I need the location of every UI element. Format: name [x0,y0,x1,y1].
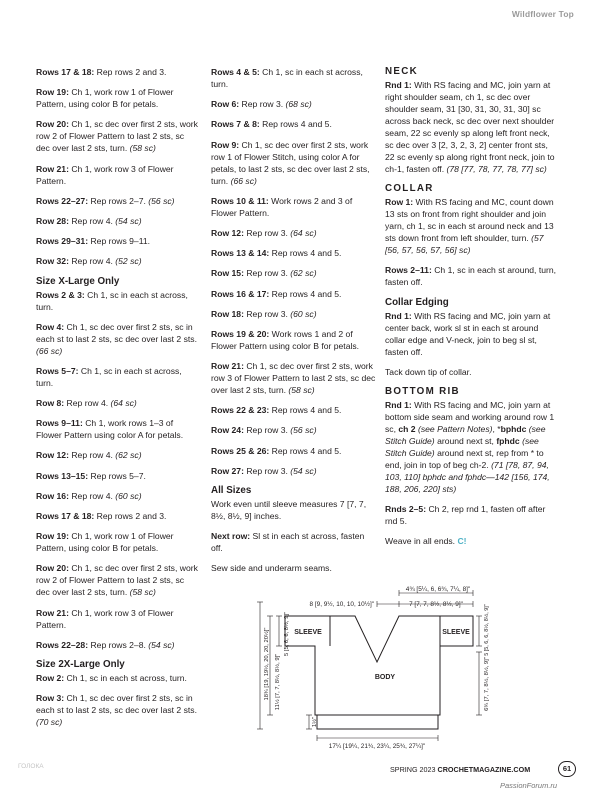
instruction-text: Rep row 3. [243,308,288,319]
instruction [36,607,200,631]
row-label: Row 24: [211,425,244,436]
row-label: Row 19: [36,87,69,98]
instruction [36,86,200,110]
page-number: 61 [558,761,576,777]
stitch-count: (64 sc) [287,227,317,238]
instruction-text: Tack down tip of collar. [385,366,472,377]
instruction-text: Rep row 3. [239,99,284,110]
row-label: Rows 13 & 14: [211,248,270,259]
row-label: Next row: [211,531,251,542]
instruction-text: Rep row 3. [243,465,288,476]
row-label: Row 18: [211,308,244,319]
instruction-text: Sl st in each st across, fasten off. [211,531,365,554]
instruction [36,639,200,651]
instruction [36,235,200,247]
instruction [36,470,200,482]
instruction-text: Ch 1, work row 1 of Flower Pattern, using color B for petals. [36,87,174,110]
row-label: Row 2: [36,672,65,683]
row-label: Rows 17 & 18: [36,511,95,521]
instruction [211,247,376,259]
instruction-text: Ch 1, sc dec over first 2 sts, work row 2 of Flower Pattern to last 2 sts, sc dec over last 2 sts, turn. [36,119,198,154]
instruction-text: Work rows 1 and 2 of Flower Pattern using color B for petals. [211,328,360,351]
footer-site: CROCHETMAGAZINE.COM [437,765,531,774]
row-label: Rows 16 & 17: [211,288,270,299]
row-label: Row 21: [211,361,244,372]
instruction [385,264,557,288]
end-note [385,535,557,547]
row-label: Row 6: [211,99,240,110]
instruction-text: Rep rows 2 and 3. [94,511,167,521]
instruction-text: Ch 1, sc dec over first 2 sts, work row 3 of Flower Pattern to last 2 sts, sc dec over last 2 sts, turn. [211,361,376,396]
dim-shoulder-width: 7 [7, 7, 8½, 8½, 9]" [409,601,463,608]
row-label: Row 20: [36,563,69,574]
row-label: Rows 25 & 26: [211,445,270,456]
stitch-count: (58 sc) [127,587,156,598]
instruction [36,163,200,187]
garment-schematic [255,582,505,757]
row-label: Rows 22–28: [36,639,89,650]
footer-mark: ГОЛОКА [18,763,44,770]
instruction-text: Rep rows 2 and 3. [94,67,167,77]
instruction [211,227,376,239]
size-heading: Collar Edging [385,296,449,308]
row-label: Rows 29–31: [36,236,89,247]
instruction-text: Rep row 4. [68,256,113,267]
column-1 [36,66,200,736]
instruction [211,465,376,477]
instruction-text: Weave in all ends. [385,536,458,547]
instruction [36,365,200,389]
stitch-count: (62 sc) [112,450,142,461]
instruction-text: Ch 1, sc in each st across, turn. [64,672,187,683]
row-label: Row 3: [36,693,65,704]
instruction [211,424,376,436]
note-ref: (see Stitch Guide) [385,423,546,446]
row-label: Rows 17 & 18: [36,67,95,77]
instruction [36,692,200,728]
row-label: Rows 2–11: [385,265,432,276]
instruction-text: Ch 1, sc dec over first 2 sts, work row 2 of Flower Pattern to last 2 sts, sc dec over last 2 sts, turn. [36,563,198,598]
instruction-text: Rep rows 4 and 5. [269,445,342,456]
instruction [36,510,200,522]
row-label: Row 9: [211,139,240,150]
instruction [385,366,557,378]
row-label: Row 27: [211,465,244,476]
dim-total-length: 18¾ [19, 19½, 20, 20, 20½]" [264,627,270,701]
end-mark: C! [457,536,467,547]
rib-band [317,715,438,729]
row-label: Row 32: [36,256,69,267]
instruction [211,195,376,219]
stitch-count: (68 sc) [283,99,312,110]
instruction-text: Rep rows 2–7. [88,195,146,206]
instruction [211,328,376,352]
instruction-text: Rep rows 4 and 5. [259,119,332,130]
instruction [385,79,557,175]
instruction [211,139,376,187]
instruction [211,118,376,130]
stitch-term: fphdc [496,435,520,446]
footer-season: SPRING 2023 [390,765,438,774]
dim-rib-height: 1½" [312,716,318,728]
instruction [211,267,376,279]
instruction-text: Rep row 4. [68,450,113,461]
instruction [211,98,376,110]
instruction-text: Rep row 3. [243,425,288,436]
instruction [36,672,200,684]
stitch-term: bphdc [500,423,527,434]
instruction-text: Rep row 3. [243,268,288,279]
instruction-text: Rep rows 4 and 5. [269,248,342,259]
instruction [211,360,376,396]
instruction-text: Ch 2, rep rnd 1, fasten off after rnd 5. [385,504,546,527]
stitch-count: (78 [77, 78, 77, 78, 77] sc) [444,164,547,174]
label-right-sleeve: SLEEVE [442,629,470,636]
row-label: Rnds 2–5: [385,504,427,515]
label-body: BODY [374,674,396,681]
row-label: Row 20: [36,119,69,130]
instruction-text: Rep row 4. [68,490,113,501]
stitch-count: (66 sc) [36,345,63,356]
instruction-text: Rep rows 4 and 5. [269,288,342,299]
instruction-text: Rep rows 5–7. [88,470,146,481]
instruction-text: Rep row 4. [68,215,113,226]
instruction-text: around next st, rep from * to end, join in top of beg ch-2. [385,447,544,470]
note-ref: (see Pattern Notes) [415,423,493,434]
row-label: Row 8: [36,398,65,409]
stitch-count: (56 sc) [145,195,175,206]
dim-left-sleeve-height: 5 [5, 6, 6, 8½, 9]" [284,612,290,656]
instruction-text: Work rows 2 and 3 of Flower Pattern. [211,195,353,218]
row-label: Rows 22 & 23: [211,405,270,416]
instruction-text: Ch 1, sc dec over first 2 sts, sc in each st to last 2 sts, sc dec over last 2 sts. [36,321,197,344]
row-label: Rnd 1: [385,310,412,321]
instruction [36,530,200,554]
instruction-text: , * [492,423,501,434]
instruction-text: Ch 1, work rows 1–3 of Flower Pattern using color A for petals. [36,418,184,441]
stitch-count: (57 [56, 57, 56, 57, 56] sc) [385,233,544,256]
row-label: Rows 9–11: [36,418,83,429]
instruction-text: Ch 1, sc in each st across, turn. [36,365,182,388]
stitch-count: (60 sc) [112,490,142,501]
row-label: Row 28: [36,215,69,226]
row-label: Row 16: [36,490,69,501]
row-label: Rows 5–7: [36,365,79,376]
instruction [36,417,200,441]
dim-side-length: 6¾ [7, 7, 8½, 8½, 9]" [484,657,490,711]
row-label: Row 19: [36,531,69,542]
stitch-term: ch 2 [398,423,416,434]
instruction [36,118,200,154]
section-heading: NECK [385,66,418,77]
instruction-text: Ch 1, sc dec over first 2 sts, sc in each st to last 2 sts, sc dec over last 2 sts. [36,693,197,716]
stitch-count: (64 sc) [108,398,137,409]
instruction [385,310,557,358]
instruction [36,490,200,502]
watermark: PassionForum.ru [500,781,558,790]
size-heading: Size X-Large Only [36,275,120,287]
row-label: Rnd 1: [385,399,412,410]
instruction-text: Rep rows 2–8. [88,639,146,650]
stitch-count: (54 sc) [145,639,175,650]
stitch-count: (58 sc) [127,143,156,154]
stitch-count: (52 sc) [112,256,142,267]
instruction [211,308,376,320]
row-label: Row 4: [36,321,65,332]
instruction [36,195,200,207]
row-label: Rows 4 & 5: [211,67,260,77]
instruction-text: Work even until sleeve measures 7 [7, 7, 8½, 8½, 9] inches. [211,499,367,521]
row-label: Row 1: [385,197,414,208]
dim-right-sleeve-height: 5 [5, 6, 6, 8½, 8½, 9]" [484,604,490,656]
stitch-count: (70 sc) [36,717,63,728]
instruction-text: Ch 1, work row 3 of Flower Pattern. [36,163,174,186]
instruction [385,503,557,527]
row-label: Rows 2 & 3: [36,289,85,300]
instruction-text: With RS facing and MC, join yarn at right shoulder seam, ch 1, sc dec over shoulder seam, 31 [30, 31, 30, 31, 30] sc across back neck, sc dec over next shoulder seam, 22 sc evenly sp along left front neck, sc dec over 3 [2, 3, 2, 3, 2] center front sts, 22 sc evenly sp along right front neck, join to ch-1, fasten off. [385,80,555,174]
stitch-count: (66 sc) [228,175,257,186]
instruction-text: Rep row 4. [64,398,109,409]
instruction [211,530,376,554]
instruction-text: Sew side and underarm seams. [211,563,332,574]
row-label: Rows 19 & 20: [211,328,270,339]
instruction [36,397,200,409]
instruction-text: Ch 1, sc dec over first 2 sts, work row 1 of Flower Stitch, using color A for petals, to last 2 sts, sc dec over last 2 sts, turn. [211,139,370,186]
instruction [36,562,200,598]
section-heading: COLLAR [385,183,434,195]
dim-neck-width: 8 [9, 9½, 10, 10, 10½]" [309,601,374,608]
instruction [211,562,376,574]
row-label: Rows 22–27: [36,195,89,206]
instruction [36,66,200,78]
instruction-text: With RS facing and MC, join yarn at center back, work sl st in each st around collar edge and V-neck, join to beg sl st, fasten off. [385,310,551,357]
column-2 [211,66,376,583]
dim-top-width: 4¾ [5¼, 6, 6¾, 7¼, 8]" [405,586,471,593]
instruction-text: With RS facing and MC, join yarn at bottom side seam and working around row 1 sc, [385,399,555,434]
instruction-text: Ch 1, sc in each st across, turn. [211,67,363,89]
section-heading: BOTTOM RIB [385,385,460,397]
footer-line [390,765,530,774]
row-label: Rows 13–15: [36,470,89,481]
instruction [211,288,376,300]
dim-armhole-depth: 11½ [7, 7, 8½, 8½, 9]" [275,653,281,711]
row-label: Rows 7 & 8: [211,119,260,130]
stitch-count: (54 sc) [112,215,142,226]
instruction-text: With RS facing and MC, count down 13 sts on front from right shoulder and join yarn, ch 1, sc in each st around neck and 13 sts down front from left shoulder, turn. [385,197,554,244]
stitch-count: (58 sc) [286,385,315,396]
instruction-text: Rep rows 9–11. [88,236,151,247]
instruction [36,255,200,267]
note-ref: (see Stitch Guide) [385,435,539,458]
instruction-text: Rep row 3. [243,227,288,238]
instruction [36,321,200,357]
size-heading: Size 2X-Large Only [36,658,125,670]
stitch-count: (54 sc) [287,465,317,476]
instruction [36,289,200,313]
row-label: Rnd 1: [385,80,412,90]
instruction-text: around next st, [434,435,497,446]
running-head: Wildflower Top [511,9,574,19]
stitch-count: (56 sc) [287,425,317,436]
row-label: Row 12: [36,450,69,461]
row-label: Row 15: [211,268,244,279]
stitch-count: (60 sc) [287,308,317,319]
instruction [385,196,557,256]
row-label: Rows 10 & 11: [211,195,269,206]
row-label: Row 21: [36,163,69,174]
size-heading: All Sizes [211,485,252,496]
instruction-text: Ch 1, work row 1 of Flower Pattern, using color B for petals. [36,531,174,554]
label-left-sleeve: SLEEVE [294,629,322,636]
instruction [211,404,376,416]
stitch-count: (62 sc) [287,268,317,279]
instruction [211,445,376,457]
dim-bottom-width: 17¼ [19¼, 21¾, 23¼, 25¾, 27¼]" [328,743,426,750]
row-label: Row 12: [211,227,244,238]
instruction-text: Rep rows 4 and 5. [269,405,342,416]
instruction-text: Ch 1, work row 3 of Flower Pattern. [36,607,174,630]
instruction [36,215,200,227]
instruction [211,498,376,522]
instruction [385,399,557,495]
stitch-count: (71 [78, 87, 94, 103, 110] bphdc and fphdc—142 [156, 174, 188, 206, 220] sts) [385,459,550,494]
row-label: Row 21: [36,607,69,618]
instruction [36,449,200,461]
instruction-text: Ch 1, sc in each st around, turn, fasten off. [385,265,557,288]
column-3 [385,66,557,556]
instruction [211,66,376,90]
instruction-text: Ch 1, sc in each st across, turn. [36,289,188,312]
